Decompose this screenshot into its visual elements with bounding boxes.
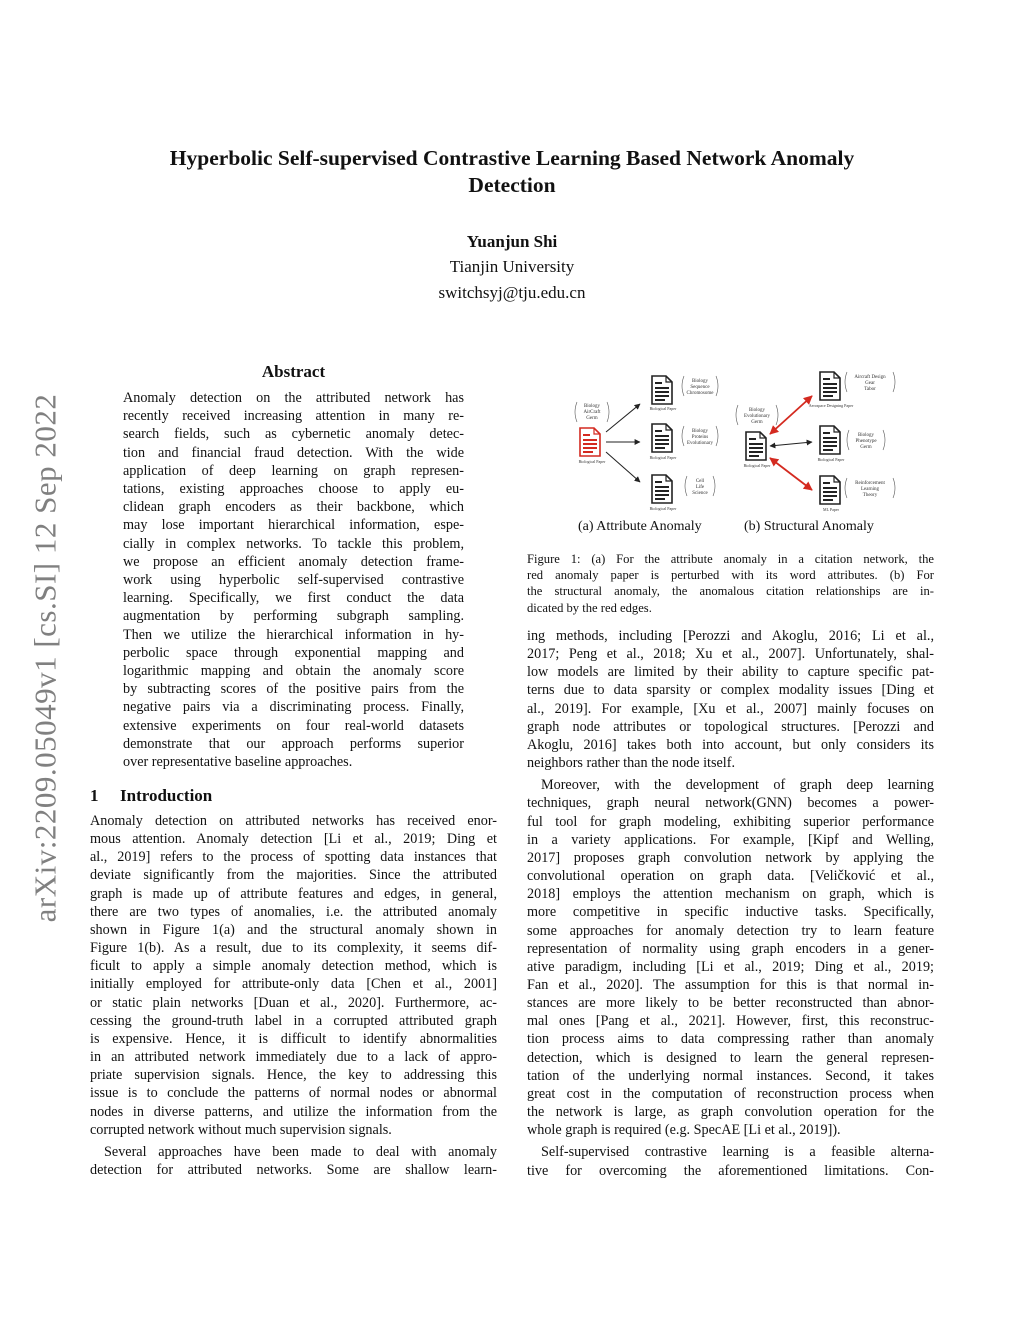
text-line: terns due to data sparsity or complex modality issues [Ding et [527,682,934,699]
text-line: by subtracting scores of the positive pairs from the [123,681,464,698]
doc-label: Biological Paper [817,457,845,462]
figure-1-graphic [560,362,934,542]
arxiv-sidebar [16,370,74,945]
left-column-text [90,812,497,1179]
text-line: Akoglu, 2016] takes both into account, but only considers its [527,736,934,753]
tag: Reinforcement [855,481,885,486]
text-line: Figure 1: (a) For the attribute anomaly in a citation network, the [527,552,934,566]
text-line: is expensive. Hence, it is difficult to identify abnormalities [90,1030,497,1047]
tag: Tabor [864,387,876,392]
arxiv-identifier: arXiv:2209.05049v1 [cs.SI] 12 Sep 2022 [27,393,63,922]
author-email: switchsyj@tju.edu.cn [438,283,586,302]
text-line: over representative baseline approaches. [123,754,353,771]
text-line: al., 2019] refers to the process of spotting data instances that [90,849,497,866]
text-line: 2017; Peng et al., 2018; Xu et al., 2007]. Unfortunately, shal- [527,646,934,663]
tag: Science [692,491,708,496]
text-line: tion process aims to data compressing rather than anomaly [527,1031,934,1048]
tag: Cell [695,479,705,484]
paper-title [100,145,924,199]
tag: Proteins [691,435,709,440]
text-line: 2018] employs the attention mechanism on graph, which is [527,886,934,903]
text-line: graph node attributes or topological structures. [Perozzi and [527,718,934,735]
text-line: mal ones [Pang et al., 2021]. However, first, this reconstruc- [527,1013,934,1030]
subcaption-b: (b) Structural Anomaly [744,519,874,534]
abstract-body [123,389,464,771]
tag: AirCraft [583,410,601,415]
tag: Learning [860,487,880,492]
text-line: tations, existing approaches choose to apply eu- [123,481,464,498]
panel-a [575,376,718,511]
text-line: perbolic space through exponential mapping and [123,644,464,661]
tag: Gear [865,381,875,386]
right-paragraph-2 [527,776,934,1139]
intro-paragraph-1 [90,812,497,1139]
text-line: logarithmic mapping and obtain the anomaly score [123,663,464,680]
text-line: more competitive in specific inductive tasks. Specifically, [527,904,934,921]
paper-icon [820,372,840,400]
text-line: Then we utilize the hierarchical information in hy- [123,626,464,643]
text-line: cially in complex networks. To tackle this problem, [123,535,464,552]
text-line: graph is made up of attribute features and edges, in general, [90,885,497,902]
doc-label: Biological Paper [743,463,771,468]
text-line: in a variety applications. For example, [Kipf and Welling, [527,831,934,848]
tag: Germ [860,445,872,450]
text-line: tation of the underlying normal instances. Second, it takes [527,1067,934,1084]
text-line: issue is to conclude the patterns of normal nodes or abnormal [90,1085,497,1102]
tag: Sequence [690,385,710,390]
author-name: Yuanjun Shi [466,232,558,251]
anomaly-paper-icon [580,428,600,456]
text-line: clidean graph encoders as their backbone, which [123,499,464,516]
tag: Germ [586,416,598,421]
doc-label: ML Paper [823,507,839,512]
text-line: Self-supervised contrastive learning is a feasible alterna- [541,1144,934,1161]
paper-icon [820,426,840,454]
tag: Evolutionary [686,441,714,446]
text-line: priate supervision signals. Hence, the key to addressing this [90,1067,497,1084]
text-line: deviate significantly from the majorities. Since the attributed [90,867,497,884]
doc-label: Biological Paper [649,506,677,511]
text-line: corrupted network without much supervision signals. [90,1121,392,1138]
tag: Biology [583,404,601,409]
tag: Biology [748,408,766,413]
text-line: the network is large, as graph convolution operation for the [527,1104,934,1121]
text-line: some approaches for anomaly detection try to learn feature [527,922,934,939]
edge [606,452,640,482]
intro-paragraph-2 [90,1143,497,1179]
author-affiliation: Tianjin University [449,257,575,276]
text-line: we propose an efficient anomaly detection frame- [123,553,464,570]
tag: Phenotype [855,439,877,444]
text-line: demonstrate that our approach performs superior [123,735,464,752]
paper-icon [652,424,672,452]
tag: Evolutionary [743,414,771,419]
text-line: ative paradigm, including [Li et al., 2019; Ding et al., 2019; [527,958,934,975]
text-line: Anomaly detection on attributed networks has received enor- [90,813,497,829]
paper-icon [746,432,766,460]
paper-icon [820,476,840,504]
text-line: al., 2019]. For example, [Xu et al., 2007] mainly focuses on [527,700,934,717]
tag: Biology [857,433,875,438]
text-line: shown in Figure 1(a) and the structural anomaly shown in [90,921,497,938]
text-line: the structural anomaly, the anomalous citation relationships are in- [527,584,934,599]
text-line: whole graph is required (e.g. SpecAE [Li et al., 2019]). [527,1122,841,1139]
text-line: augmentation by performing subgraph sampling. [123,608,464,625]
doc-label: Biological Paper [578,459,606,464]
text-line: cessing the ground-truth label in a corrupted attributed graph [90,1012,497,1029]
figure-1 [560,362,934,542]
text-line: representation of normality using graph encoders in a gener- [527,940,934,957]
text-line: red anomaly paper is perturbed with its word attributes. (b) For [527,568,934,583]
anomalous-edge [770,396,812,434]
doc-label: Biological Paper [649,406,677,411]
anomalous-edge [770,458,812,490]
text-line: ing methods, including [Perozzi and Akoglu, 2016; Li et al., [527,628,934,644]
title-line: Detection [468,173,556,197]
text-line: techniques, graph neural network(GNN) becomes a power- [527,795,934,812]
section-title: Introduction [120,786,213,805]
right-paragraph-1 [527,627,934,772]
doc-label: Aerospace Designing Paper [808,403,854,408]
text-line: nodes in diverse patterns, and utilize the information from the [90,1103,497,1120]
text-line: great cost in the computation of reconstruction process when [527,1085,934,1102]
text-line: tive for overcoming the aforementioned limitations. Con- [527,1162,934,1179]
text-line: Several approaches have been made to deal with anomaly [104,1143,497,1160]
text-line: 2017] proposes graph convolution network by applying the [527,849,934,866]
title-line: Hyperbolic Self-supervised Contrastive Learning Based Network Anomaly [169,146,855,170]
section-number: 1 [90,786,99,805]
text-line: or static plain networks [Duan et al., 2020]. Furthermore, ac- [90,994,497,1011]
tag: Aircraft Design [854,375,886,380]
paper-icon [652,376,672,404]
tag: Biology [691,379,709,384]
text-line: dicated by the red edges. [527,600,652,615]
edge [770,442,812,446]
right-column-text [527,627,934,1180]
text-line: ful tool for graph modeling, exhibiting superior performance [527,813,934,830]
text-line: Anomaly detection on the attributed network has [123,390,464,406]
tag: Germ [751,420,763,425]
section-heading-introduction [90,786,212,806]
text-line: recently received increasing attention in many re- [123,408,464,425]
text-line: Moreover, with the development of graph deep learning [541,777,934,794]
text-line: application of deep learning on graph represen- [123,462,464,479]
subcaption-a: (a) Attribute Anomaly [578,519,702,534]
text-line: detection for attributed networks. Some are shallow learn- [90,1161,497,1178]
text-line: mous attention. Anomaly detection [Li et al., 2019; Ding et [90,831,497,848]
paper-icon [652,475,672,503]
text-line: stances are more likely to be better reconstructed than abnor- [527,995,934,1012]
panel-b [736,372,895,512]
text-line: low models are limited by their ability to capture specific pat- [527,664,934,681]
tag: Biology [691,429,709,434]
text-line: may lose important hierarchical information, espe- [123,517,464,534]
edge [606,404,640,432]
text-line: neighbors rather than the node itself. [527,755,736,772]
text-line: learning. Specifically, we first conduct the data [123,590,464,607]
text-line: detection, which is designed to learn the general represen- [527,1049,934,1066]
text-line: there are two types of anomalies, i.e. the attributed anomaly [90,903,497,920]
right-paragraph-3 [527,1143,934,1179]
text-line: tion and financial fraud detection. With the wide [123,444,464,461]
doc-label: Biological Paper [649,455,677,460]
tag: Theory [862,493,878,498]
figure-caption [527,551,934,616]
tag: Chromosome [686,391,714,396]
text-line: in an attributed network immediately due to a lack of appro- [90,1049,497,1066]
abstract-heading: Abstract [261,362,326,381]
text-line: extensive experiments on four real-world datasets [123,717,464,734]
text-line: Fan et al., 2020]. The assumption for this is that normal in- [527,976,934,993]
text-line: initially employed for attribute-only data [Chen et al., 2001] [90,976,497,993]
tag: Life [695,485,705,490]
text-line: negative pairs via a discriminating process. Finally, [123,699,464,716]
text-line: work using hyperbolic self-supervised contrastive [123,572,464,589]
text-line: search fields, such as cybernetic anomaly detec- [123,426,464,443]
text-line: convolutional operation on graph data. [Veličković et al., [527,868,934,885]
text-line: ficult to apply a simple anomaly detection method, which is [90,958,497,975]
text-line: Figure 1(b). As a result, due to its complexity, it seems dif- [90,940,497,957]
